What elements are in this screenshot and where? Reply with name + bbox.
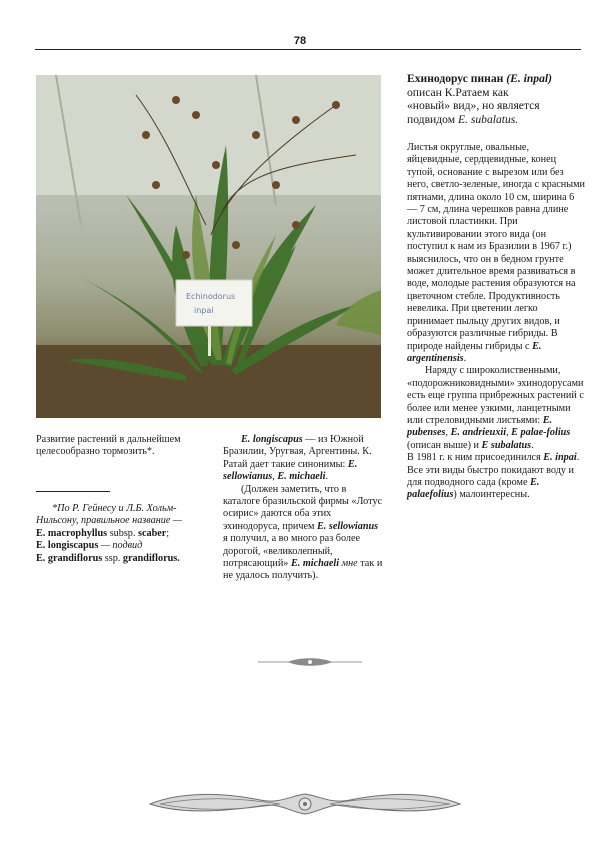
mid-p1-name: E. longiscapus [241,434,303,445]
footnote-n1-end: scaber [138,527,167,539]
footnote-n3: E. grandiflorus [36,552,103,564]
mid-p2-name2: E. michaeli [290,558,340,570]
bottom-ornament [140,788,470,818]
right-column [407,142,585,502]
middle-column [223,434,383,583]
title-line2: описан К.Ратаем как [407,85,509,99]
header-rule [35,49,581,50]
footnote-intro: *По Р. Гейнесу и Л.Б. Хольм-Нильсону, правильное название — [36,503,182,527]
footnote-n1: E. macrophyllus [36,527,108,539]
mid-p2-b: я получил, а во много раз более дорогой, «великолепный, потрясающий» [223,533,361,570]
footnote-rule [36,491,110,492]
right-p2-a: Наряду с широколиственными, «подорожниковидными» эхинодорусами есть еще группа прибрежных растений с более или менее узкими, ланцетными или стреловидными листьями: [407,365,584,426]
right-p2-n4: E subalatus [481,439,532,451]
title-line3c: E. subalatus. [457,112,519,126]
right-p3-n1: E. inpai [543,452,577,464]
right-p3-c: ) малоинтересны. [453,489,530,501]
article-title [407,72,585,126]
right-p3-b: . Все эти виды быстро покидают воду и для подводного сада (кроме [407,452,580,488]
right-p2-c: . [531,439,534,451]
mid-p2-c: мне [339,558,358,570]
mid-p2-name1: E. sellowianus [317,520,379,532]
right-p2-b: (описан выше) и [407,439,482,451]
mid-p2-a: (Должен заметить, что в каталоге бразильской фирмы «Лотус осирис» даются оба этих эхинодоруса, причем [223,483,383,532]
title-line3b: подвидом [407,112,458,126]
mid-p2-d: так и не удалось получить). [223,558,383,582]
right-p2-s2: , [506,427,512,439]
mid-p1-text: — из Южной Бразилии, Уругвая, Аргентины. К. Ратай дает такие синонимы: [223,434,372,470]
mid-p1-sep: , [272,471,278,483]
title-name: Ехинодорус пинан [407,72,504,85]
right-p1-name: E. argentinensis [407,340,542,364]
right-p2-n1: E. pubenses [407,414,553,439]
right-p1-end: . [463,352,467,364]
photo-label-line2: inpai [194,306,214,315]
footnote-n3-mid: ssp. [102,552,123,564]
right-p3-n2: E. palaefolius [407,476,540,501]
right-p2-n3: E palae-folius [511,427,571,439]
right-p1: Листья округлые, овальные, яйцевидные, сердцевидные, конец тупой, основание с вырезом или без него, светло-зеленые, иногда с красными пятнами, длина около 10 см, ширина 6 — 7 см, длина черешков равна длине листовой пластинки. При культивировании этого вида (он поступил к нам из Бразилии в 1967 г.) выяснилось, что он в бедном грунте может длительное время развиваться в воде, молодые растения образуются на цветочном стебле. Продуктивность невелика. При цветении легко принимает пыльцу других видов, и образуются различные гибриды. В природе найдены гибриды с [407,142,585,352]
plant-photo [36,75,381,418]
section-divider [258,656,362,668]
mid-p1-end: . [325,471,329,483]
photo-label-line1: Echinodorus [186,292,236,301]
footnote-s1: ; [166,527,170,539]
footnote [36,503,211,565]
footnote-n3-end: grandiflorus. [122,552,180,564]
right-p3-a: В 1981 г. к ним присоединился [407,452,544,464]
footnote-n1-mid: subsp. [107,527,138,539]
plant-illustration [36,75,381,418]
footnote-n2-tail: — подвид [98,540,143,552]
right-p2-n2: E. andrieuxii [450,427,507,439]
right-p2-s1: , [445,427,451,439]
title-latin: (E. inpal) [506,72,552,85]
mid-p1-syn1: E. sellowianus [223,458,358,483]
title-line3a: «новый» вид», но является [407,99,540,113]
mid-p1-syn2: E. michaeli [277,471,326,483]
footnote-n2: E. longiscapus [36,540,99,552]
page-number: 78 [293,35,307,47]
photo-caption: Развитие растений в дальнейшем целесообразно тормозить*. [36,434,181,458]
